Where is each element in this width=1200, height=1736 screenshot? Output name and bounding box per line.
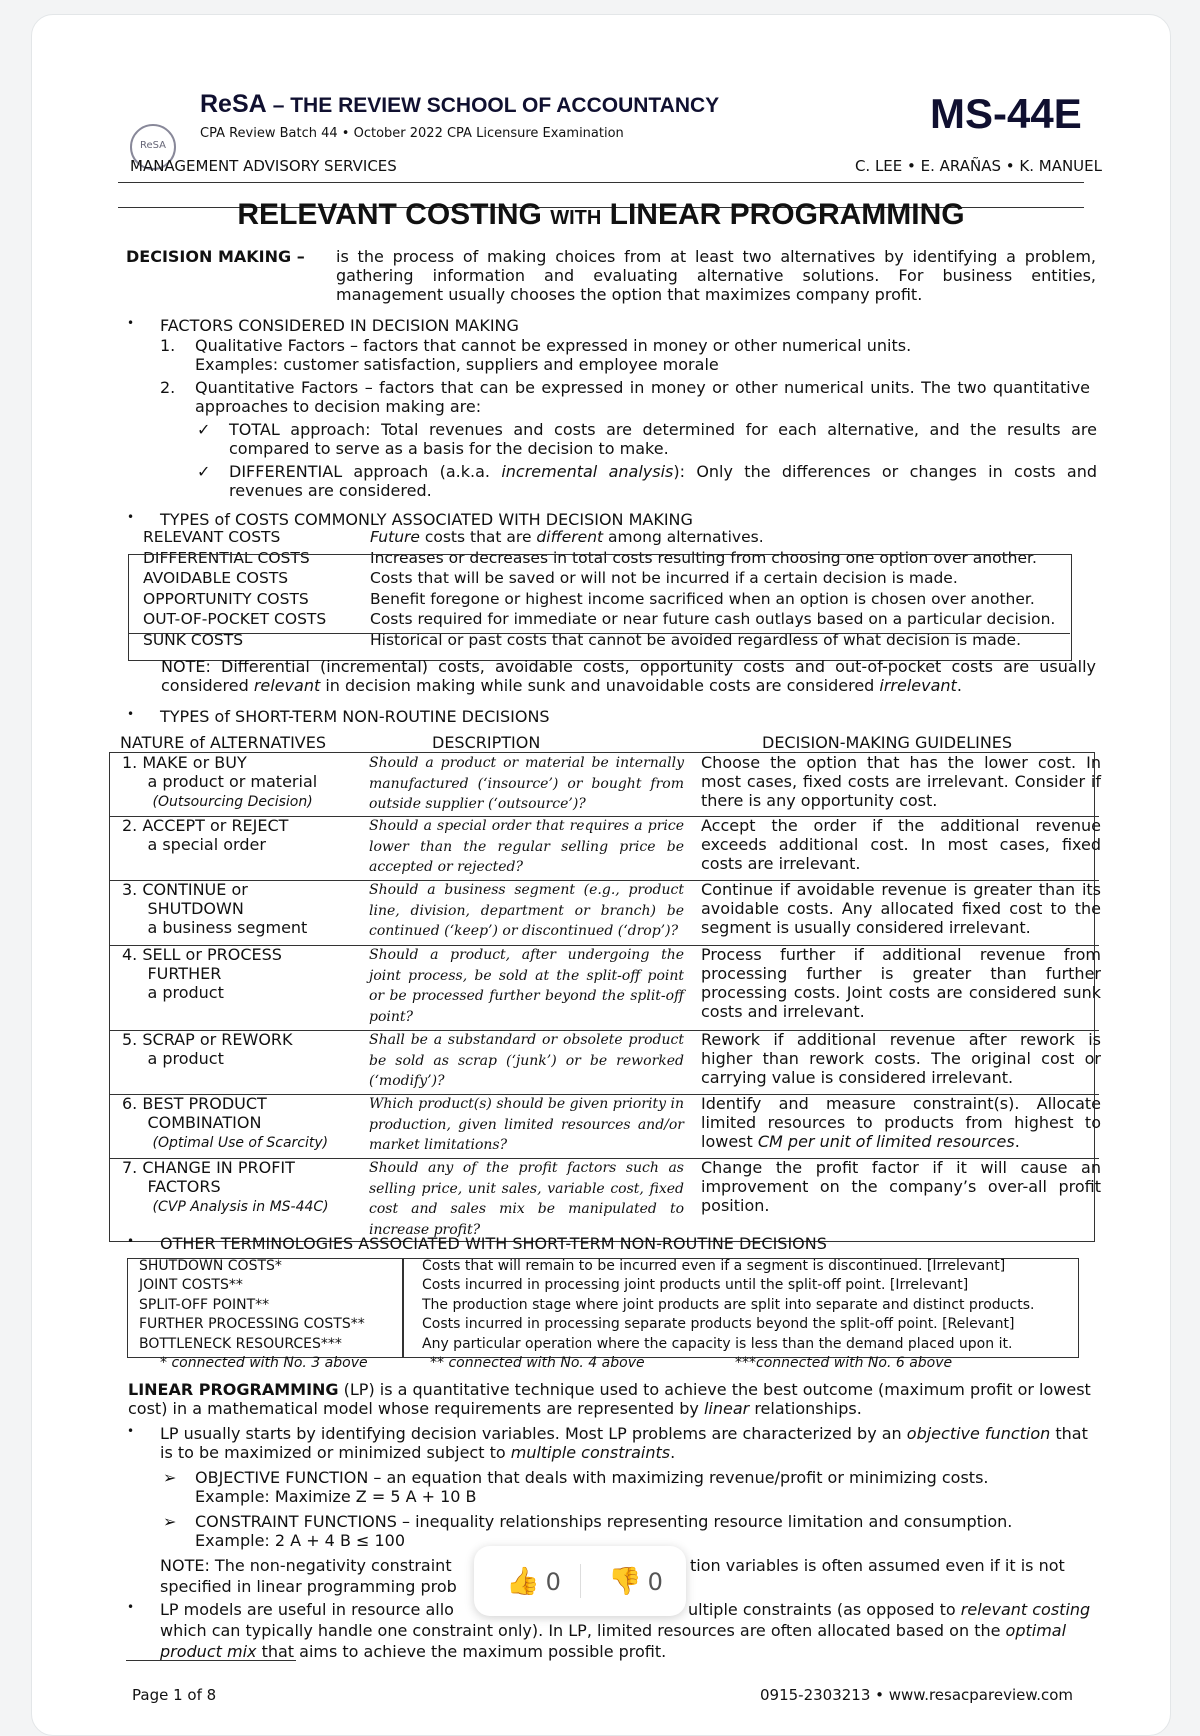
- lp-definition: LINEAR PROGRAMMING (LP) is a quantitative technique used to achieve the best outcome (maximum profit or lowest cost) in a mathematical model whose requirements are represented by linear relationships.: [128, 1380, 1091, 1418]
- school-brand: ReSA – THE REVIEW SCHOOL OF ACCOUNTANCY: [200, 90, 720, 118]
- resa-seal-logo: ReSA: [130, 124, 176, 170]
- footer-rule: [126, 1660, 296, 1661]
- authors: C. LEE • E. ARAÑAS • K. MANUEL: [854, 157, 1102, 175]
- document-title: RELEVANT COSTING WITH LINEAR PROGRAMMING: [237, 198, 965, 231]
- subject-name: MANAGEMENT ADVISORY SERVICES: [130, 157, 397, 175]
- lp-note-start: NOTE: The non-negativity constraint: [160, 1556, 452, 1575]
- terms-heading: • OTHER TERMINOLOGIES ASSOCIATED WITH SHORT-TERM NON-ROUTINE DECISIONS: [127, 1234, 827, 1253]
- terms-col-divider: [402, 1258, 404, 1358]
- thumbs-up-icon: 👍: [506, 1566, 540, 1597]
- lp-note-line2: specified in linear programming prob: [160, 1577, 457, 1596]
- thumbs-down-button[interactable]: [608, 1565, 663, 1597]
- term-footnote-2: ** connected with No. 4 above: [430, 1355, 645, 1371]
- decision-making-definition: DECISION MAKING – is the process of making choices from at least two alternatives by identifying a problem, gathering information and evaluating alternative solutions. For business entities, management usually chooses the option that maximizes company profit.: [126, 247, 1096, 304]
- lp-bullet-1: • LP usually starts by identifying decision variables. Most LP problems are characterized by an objective function that is to be maximized or minimized subject to multiple constraints.: [127, 1424, 1088, 1462]
- contact-info: 0915-2303213 • www.resacpareview.com: [760, 1686, 1074, 1704]
- vote-widget: [474, 1546, 686, 1616]
- cost-row-out-of-pocket: OUT-OF-POCKET COSTS Costs required for immediate or near future cash outlays based on a particular decision.: [143, 610, 1056, 628]
- cost-row-sunk: SUNK COSTS Historical or past costs that cannot be avoided regardless of what decision is made.: [143, 630, 1022, 649]
- decisions-heading: • TYPES of SHORT-TERM NON-ROUTINE DECISIONS: [127, 707, 550, 726]
- col-header-guidelines: DECISION-MAKING GUIDELINES: [762, 733, 1013, 752]
- cost-table-divider: [128, 633, 1070, 634]
- lp-bullet-2-start: • LP models are useful in resource allo: [127, 1600, 454, 1619]
- handout-code: MS-44E: [930, 90, 1082, 137]
- lp-bullet-2-line3: product mix that aims to achieve the maximum possible profit.: [160, 1642, 667, 1661]
- factors-heading: • FACTORS CONSIDERED IN DECISION MAKING: [127, 316, 519, 335]
- col-header-description: DESCRIPTION: [432, 733, 541, 752]
- cost-row-opportunity: OPPORTUNITY COSTS Benefit foregone or highest income sacrificed when an option is chosen over another.: [143, 589, 1035, 608]
- cost-table-box: [128, 554, 1072, 661]
- cost-types-note: NOTE: Differential (incremental) costs, avoidable costs, opportunity costs and out-of-pocket costs are usually considered relevant in decision making while sunk and unavoidable costs are considered irrelevant.: [161, 657, 1096, 695]
- vote-separator: [580, 1564, 581, 1598]
- page-number: Page 1 of 8: [132, 1686, 217, 1704]
- cost-row-avoidable: AVOIDABLE COSTS Costs that will be saved or will not be incurred if a certain decision is made.: [143, 569, 958, 587]
- thumbs-up-button[interactable]: [506, 1565, 561, 1597]
- cost-row-differential: DIFFERENTIAL COSTS Increases or decreases in total costs resulting from choosing one option over another.: [143, 548, 1037, 567]
- downvote-count: 0: [647, 1568, 663, 1596]
- term-footnote-1: * connected with No. 3 above: [160, 1355, 368, 1371]
- lp-bullet-2-end: ultiple constraints (as opposed to relevant costing: [688, 1600, 1091, 1619]
- thumbs-down-icon: 👎: [608, 1566, 642, 1597]
- col-header-nature: NATURE of ALTERNATIVES: [120, 733, 327, 752]
- batch-info: CPA Review Batch 44 • October 2022 CPA Licensure Examination: [200, 126, 624, 141]
- upvote-count: 0: [545, 1568, 561, 1596]
- cost-row-relevant: RELEVANT COSTS Future costs that are different among alternatives.: [143, 528, 764, 546]
- cost-types-heading: • TYPES of COSTS COMMONLY ASSOCIATED WITH DECISION MAKING: [127, 510, 693, 529]
- lp-note-end: tion variables is often assumed even if it is not: [690, 1556, 1065, 1575]
- lp-bullet-2-line2: which can typically handle one constraint only). In LP, limited resources are often allocated based on the optimal: [160, 1621, 1067, 1640]
- term-footnote-3: ***connected with No. 6 above: [735, 1355, 953, 1371]
- header-rule: [118, 182, 1084, 183]
